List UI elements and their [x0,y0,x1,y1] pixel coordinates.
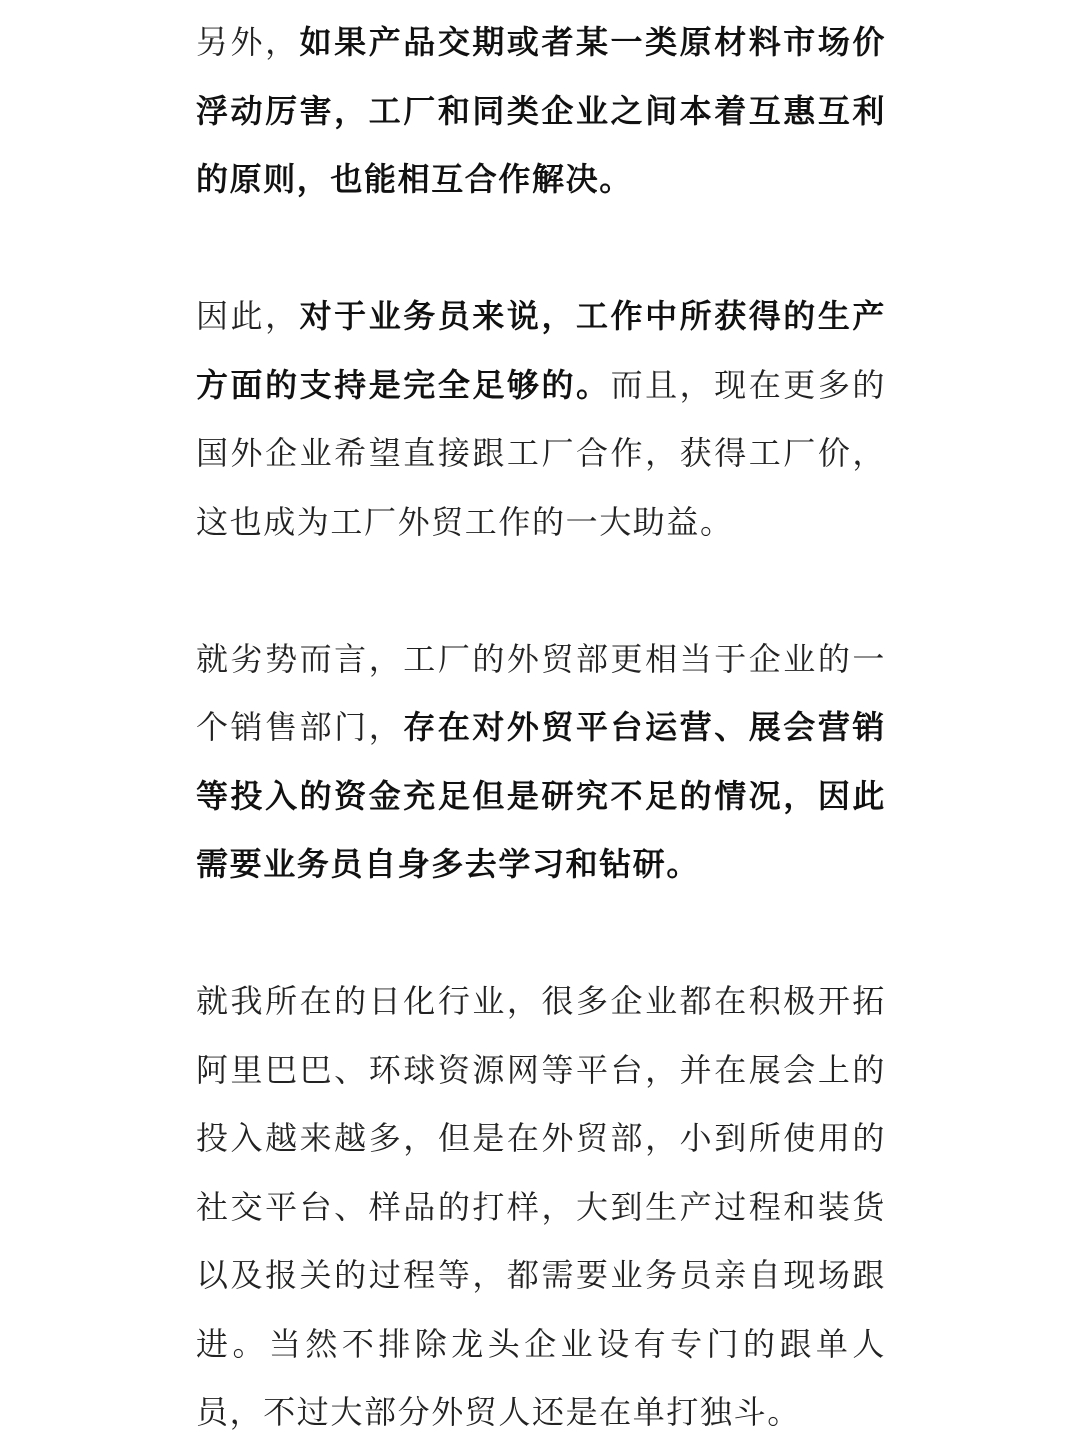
bold-text-segment: 存在对外贸平台运营、展会营销等投入的资金充足但是研究不足的情况，因此需要业务员自身多去学习和钻研。 [196,708,886,883]
text-segment: 因此， [196,297,300,335]
paragraph-1 [196,8,886,214]
text-segment: 就劣势而言，工厂的外贸部更相当于企业的一个销售部门， [196,639,886,746]
text-segment: 而且，现在更多的国外企业希望直接跟工厂合作，获得工厂价，这也成为工厂外贸工作的一大助益。 [196,365,886,541]
text-segment: 另外， [196,23,300,61]
paragraph-4 [196,967,886,1447]
article-body [196,8,886,1447]
paragraph-2 [196,282,886,556]
paragraph-3 [196,625,886,899]
bold-text-segment: 对于业务员来说，工作中所获得的生产方面的支持是完全足够的。 [196,297,886,404]
text-segment: 就我所在的日化行业，很多企业都在积极开拓阿里巴巴、环球资源网等平台，并在展会上的投入越来越多，但是在外贸部，小到所使用的社交平台、样品的打样，大到生产过程和装货以及报关的过程等，都需要业务员亲自现场跟进。当然不排除龙头企业设有专门的跟单人员，不过大部分外贸人还是在单打独斗。 [196,982,886,1431]
bold-text-segment: 如果产品交期或者某一类原材料市场价浮动厉害，工厂和同类企业之间本着互惠互利的原则，也能相互合作解决。 [196,23,886,198]
